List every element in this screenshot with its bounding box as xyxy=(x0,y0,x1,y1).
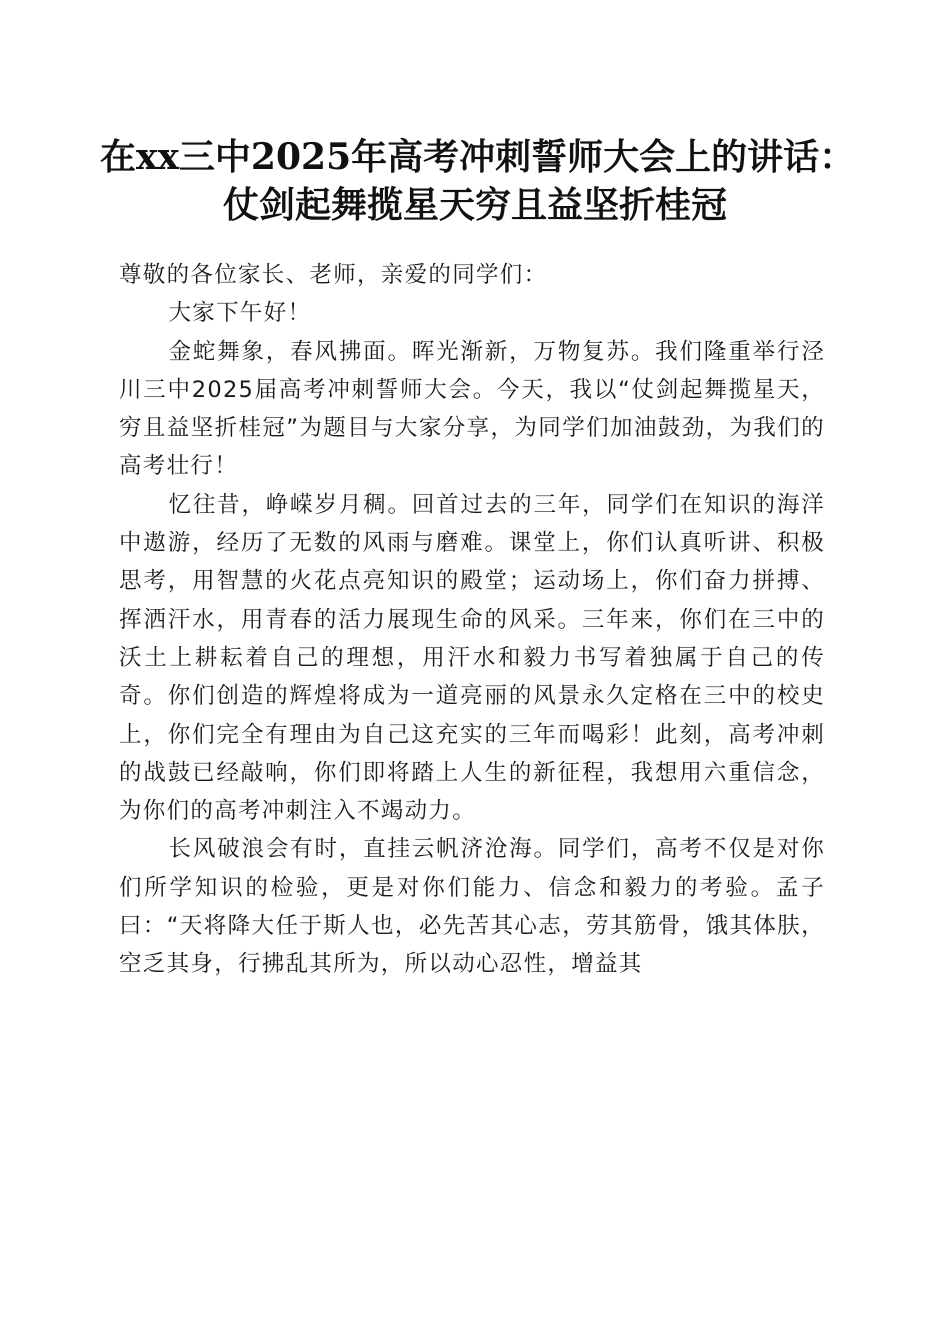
paragraph-greeting: 大家下午好！ xyxy=(168,300,312,327)
page-title xyxy=(100,133,856,229)
paragraph-opening: 金蛇舞象，春风拂面。晖光渐新，万物复苏。我们隆重举行泾川三中2025届高考冲刺誓师大会。今天，我以“仗剑起舞揽星天，穷且益坚折桂冠”为题目与大家分享，为同学们加油鼓劲，为我们的高考壮行！ xyxy=(119,338,825,480)
speech-body xyxy=(119,256,825,984)
paragraph-encouragement: 长风破浪会有时，直挂云帆济沧海。同学们，高考不仅是对你们所学知识的检验，更是对你们能力、信念和毅力的考验。孟子曰：“天将降大任于斯人也，必先苦其心志，劳其筋骨，饿其体肤，空乏其身，行拂乱其所为，所以动心忍性，增益其 xyxy=(119,836,825,978)
paragraph-retrospect: 忆往昔，峥嵘岁月稠。回首过去的三年，同学们在知识的海洋中遨游，经历了无数的风雨与磨难。课堂上，你们认真听讲、积极思考，用智慧的火花点亮知识的殿堂；运动场上，你们奋力拼搏、挥洒汗水，用青春的活力展现生命的风采。三年来，你们在三中的沃土上耕耘着自己的理想，用汗水和毅力书写着独属于自己的传奇。你们创造的辉煌将成为一道亮丽的风景永久定格在三中的校史上，你们完全有理由为自己这充实的三年而喝彩！此刻，高考冲刺的战鼓已经敲响，你们即将踏上人生的新征程，我想用六重信念，为你们的高考冲刺注入不竭动力。 xyxy=(119,491,825,825)
title-line-1: 在xx三中2025年高考冲刺誓师大会上的讲话： xyxy=(100,136,856,178)
title-line-2: 仗剑起舞揽星天穷且益坚折桂冠 xyxy=(222,184,727,226)
salutation: 尊敬的各位家长、老师，亲爱的同学们： xyxy=(119,262,548,288)
